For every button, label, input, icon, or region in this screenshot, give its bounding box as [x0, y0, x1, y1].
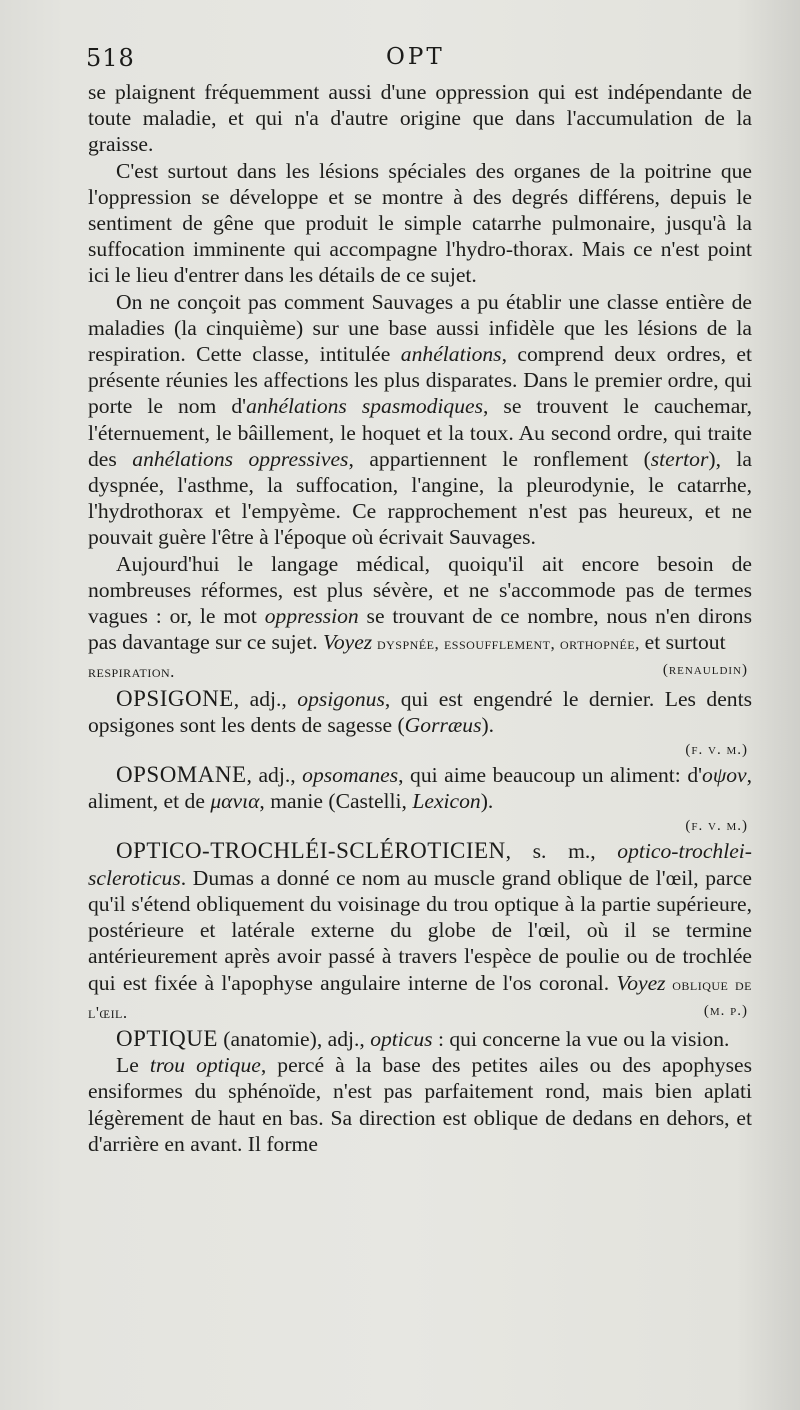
entry-definition: : qui concerne la vue ou la vision.	[432, 1026, 730, 1051]
entry-source: Lexicon	[412, 789, 481, 814]
paragraph-lesions	[88, 158, 752, 289]
text-run: ), la dyspnée, l'asthme, la suffocation, l'angine, la pleurodynie, le catarrhe, l'hydrothorax et l'empyème. Ce rapprochement n'est pas heureux, et ne pouvait guère l'être à l'époque où écrivait Sauvages.	[88, 446, 753, 550]
text-run: ).	[481, 712, 495, 737]
text-run: Le	[116, 1053, 150, 1078]
paragraph-continuation	[88, 79, 752, 158]
text-run: se trouvant de ce nombre, nous n'en dirons pas davantage sur ce sujet.	[88, 604, 752, 655]
entry-grammar: , adj.,	[246, 763, 303, 788]
entry-definition: , qui aime beaucoup un aliment: d'	[398, 763, 703, 788]
entry-opsomane	[88, 762, 752, 814]
entry-definition: . Dumas a donné ce nom au muscle grand oblique de l'œil, parce qu'il s'étend obliquement du voisinage du trou optique à la partie supérieure, postérieure et latérale externe du globe de l'œil, où il se termine antérieurement après avoir passé à travers l'espèce de poulie ou de trochlée qui est fixée à l'apophyse angulaire interne de l'os coronal.	[88, 865, 752, 995]
greek-word: οψον	[702, 763, 747, 788]
cross-reference: oblique de l'œil.	[88, 974, 752, 1022]
author-signature: (f. v. m.)	[685, 818, 748, 835]
text-run: , comprend deux ordres, et présente réunies les affections les plus disparates. Dans le premier ordre, qui porte le nom d'	[88, 342, 752, 419]
text-run: ).	[480, 789, 494, 814]
entry-grammar: , s. m.,	[505, 839, 618, 864]
entry-definition: , aliment, et de	[88, 763, 753, 814]
entry-optique	[88, 1026, 752, 1052]
cross-reference: respiration.	[88, 662, 175, 682]
paragraph-text: se plaignent fréquemment aussi d'une oppression qui est indépendante de toute maladie, et qui n'a d'autre origine que dans l'accumulation de la graisse.	[88, 80, 752, 157]
italic-term: anhélations oppressives	[132, 446, 349, 471]
page-header	[86, 44, 746, 78]
greek-word: μανια	[210, 789, 260, 814]
italic-term: oppression	[264, 604, 359, 629]
see-also-label: Voyez	[616, 970, 666, 995]
entry-grammar: , adj.,	[233, 686, 298, 711]
author-signature: (f. v. m.)	[685, 742, 748, 759]
paragraph-sauvages	[88, 289, 752, 551]
entry-latin: optico-trochlei-scleroticus	[88, 839, 752, 890]
entry-definition: , qui est engendré le dernier. Les dents opsigones sont les dents de sagesse (	[88, 686, 752, 737]
entry-optico-trochlei	[88, 838, 752, 1025]
italic-term: anhélations spasmodiques	[246, 394, 484, 419]
entry-headword: OPTIQUE	[116, 1025, 218, 1051]
paragraph-text: C'est surtout dans les lésions spéciales des organes de la poitrine que l'oppression se développe et se montre à des degrés différens, depuis le sentiment de gêne que produit le simple catarrhe pulmonaire, jusqu'à la suffocation imminente qui accompagne l'hydro-thorax. Mais ce n'est point ici le lieu d'entrer dans les détails de ce sujet.	[88, 158, 752, 288]
entry-opsigone	[88, 686, 752, 738]
entry-grammar: (anatomie), adj.,	[217, 1026, 371, 1051]
entry-latin: opsomanes	[302, 763, 399, 788]
page-number: 518	[86, 44, 135, 72]
author-signature: (renauldin)	[662, 662, 748, 679]
page-body	[88, 79, 752, 1157]
text-run: , percé à la base des petites ailes ou des apophyses ensiformes du sphénoïde, n'est pas parfaitement rond, mais bien aplati légèrement de haut en bas. Sa direction est oblique de dedans en dehors, et d'arrière en avant. Il forme	[88, 1053, 752, 1156]
entry-headword: OPSIGONE	[116, 685, 234, 711]
running-title: OPT	[386, 44, 445, 70]
text-run: et surtout	[644, 630, 726, 655]
author-signature: (m. p.)	[703, 1002, 748, 1019]
entry-definition: , manie (Castelli,	[259, 789, 413, 814]
text-run: On ne conçoit pas comment Sauvages a pu établir une classe entière de maladies (la cinquième) sur une base aussi infidèle que les lésions de la respiration. Cette classe, intitulée	[88, 289, 752, 367]
paragraph-trou-optique	[88, 1052, 752, 1157]
cross-reference: dyspnée, essoufflement, orthopnée,	[372, 634, 645, 654]
text-run: , appartiennent le ronflement (	[348, 446, 651, 471]
paragraph-langage	[88, 551, 752, 686]
entry-source: Gorræus	[404, 712, 482, 737]
text-run: , se trouvent le cauchemar, l'éternuement, le bâillement, le hoquet et la toux. Au second ordre, qui traite des	[88, 394, 753, 471]
entry-latin: opsigonus	[297, 686, 385, 711]
entry-latin: opticus	[370, 1026, 433, 1051]
entry-headword: OPSOMANE	[116, 762, 247, 788]
italic-term: stertor	[650, 446, 709, 471]
italic-term: anhélations	[400, 342, 502, 367]
italic-term: trou optique	[149, 1053, 261, 1078]
entry-headword: OPTICO-TROCHLÉI-SCLÉROTICIEN	[116, 838, 506, 864]
text-run: Aujourd'hui le langage médical, quoiqu'il ait encore besoin de nombreuses réformes, est plus sévère, et ne s'accommode pas de termes vagues : or, le mot	[88, 551, 752, 629]
see-also-label: Voyez	[323, 630, 373, 655]
